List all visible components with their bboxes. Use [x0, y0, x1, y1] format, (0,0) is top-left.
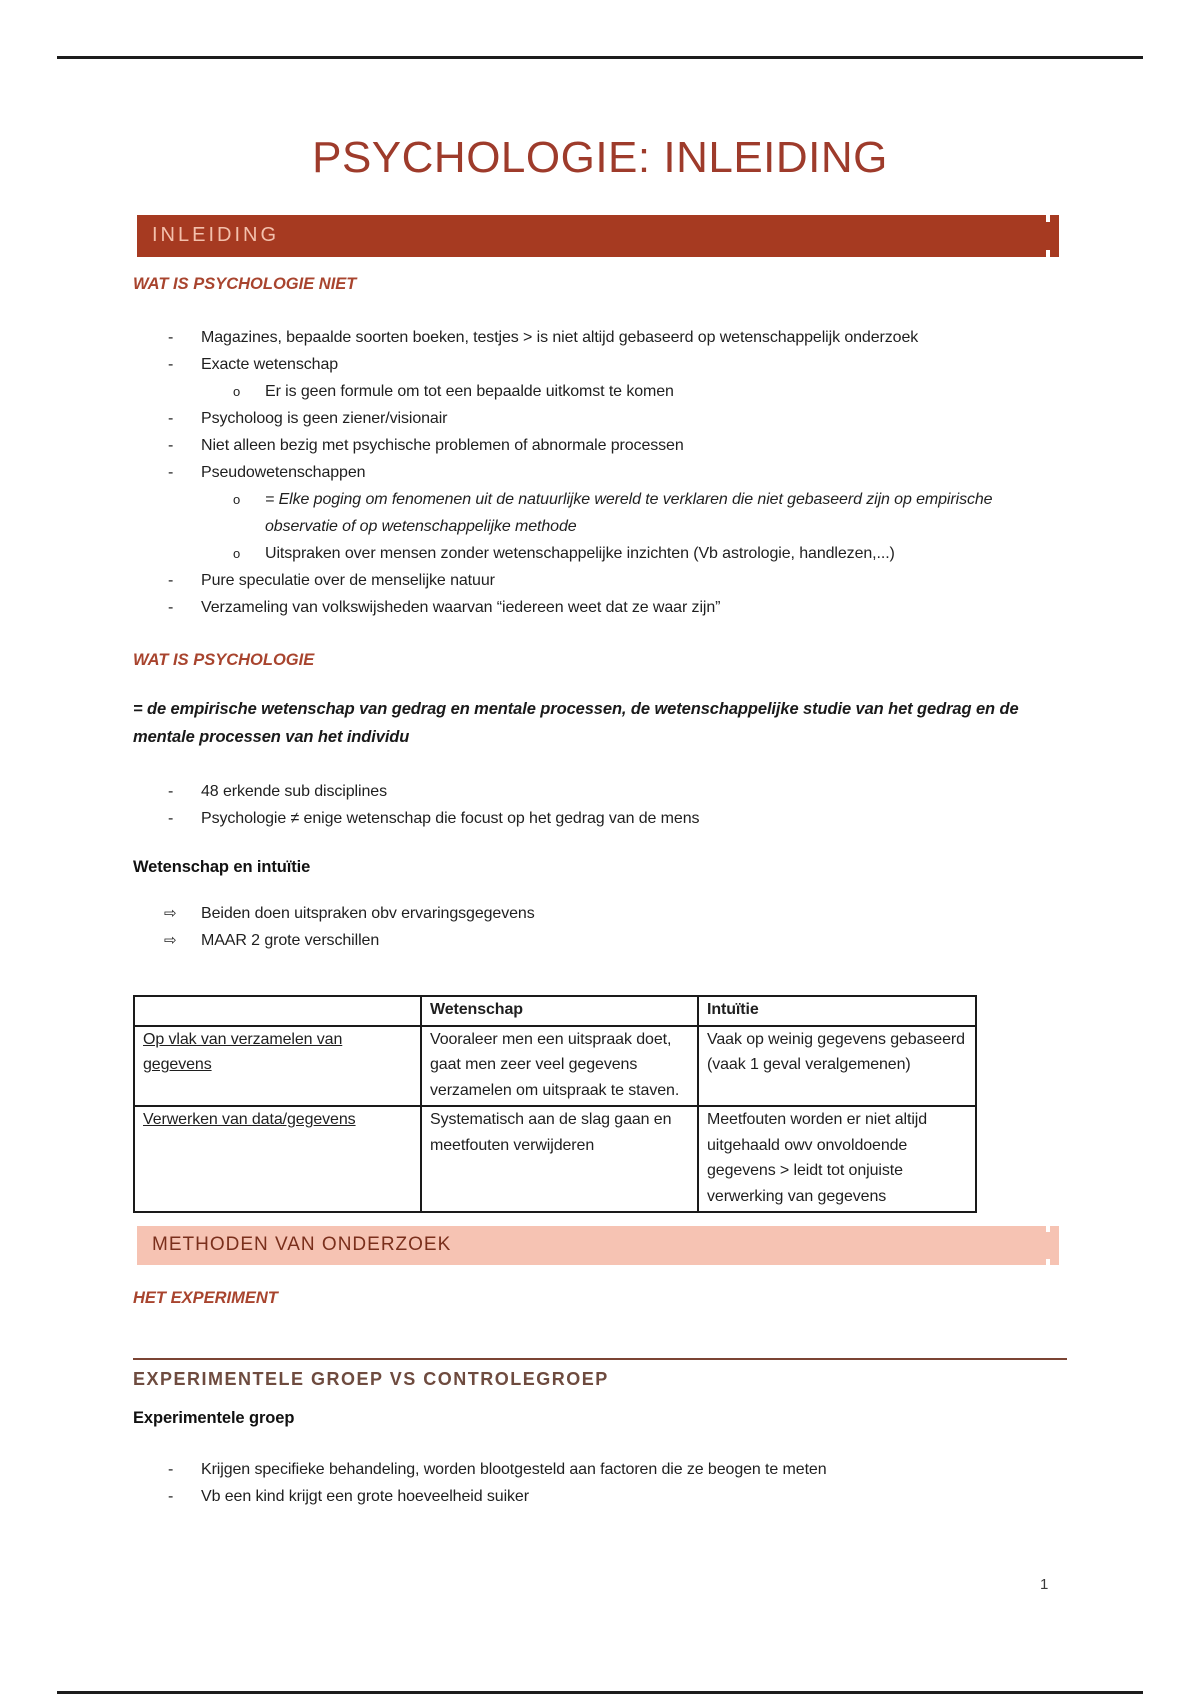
table-cell: Verwerken van data/gegevens: [134, 1106, 421, 1212]
heading-wat-is-psychologie: WAT IS PSYCHOLOGIE: [133, 651, 315, 669]
dash-bullet: -: [168, 1461, 174, 1478]
list-item-text: 48 erkende sub disciplines: [201, 783, 387, 800]
list-item-text: Niet alleen bezig met psychische problemen of abnormale processen: [201, 437, 684, 454]
heading-wat-is-psychologie-niet: WAT IS PSYCHOLOGIE NIET: [133, 275, 357, 293]
list-item-text: Verzameling van volkswijsheden waarvan “iedereen weet dat ze waar zijn”: [201, 599, 721, 616]
list-item-text: = Elke poging om fenomenen uit de natuurlijke wereld te verklaren die niet gebaseerd zijn op empirische observatie of op wetenschappelijke methode: [265, 491, 993, 535]
table-row: [134, 1026, 976, 1107]
heading-experimentele-groep-vs-controlegroep: EXPERIMENTELE GROEP VS CONTROLEGROEP: [133, 1369, 609, 1389]
list-wat-is-psychologie: [133, 778, 1067, 832]
section-banner-methoden: METHODEN VAN ONDERZOEK: [137, 1226, 1059, 1265]
list-item: [133, 540, 1067, 567]
table-cell: Op vlak van verzamelen van gegevens: [134, 1026, 421, 1107]
list-item-text: Pseudowetenschappen: [201, 464, 366, 481]
list-item: [133, 1483, 1067, 1510]
table-row: [134, 1106, 976, 1212]
table-header-wetenschap: Wetenschap: [421, 996, 698, 1026]
heading-het-experiment: HET EXPERIMENT: [133, 1289, 278, 1307]
list-item: [133, 927, 1067, 954]
page-title: PSYCHOLOGIE: INLEIDING: [312, 133, 888, 182]
comparison-table: [133, 995, 977, 1213]
table-cell: Vooraleer men een uitspraak doet, gaat men zeer veel gegevens verzamelen om uitspraak te staven.: [421, 1026, 698, 1107]
list-wetenschap-intuitie: [133, 900, 1067, 954]
dash-bullet: -: [168, 810, 174, 827]
table-header-empty: [134, 996, 421, 1026]
document-page: [133, 0, 1067, 1510]
list-item-text: Er is geen formule om tot een bepaalde uitkomst te komen: [265, 383, 674, 400]
list-item: [133, 805, 1067, 832]
table-cell: Vaak op weinig gegevens gebaseerd (vaak 1 geval veralgemenen): [698, 1026, 976, 1107]
dash-bullet: -: [168, 783, 174, 800]
list-item: [133, 378, 1067, 405]
table-cell: Systematisch aan de slag gaan en meetfouten verwijderen: [421, 1106, 698, 1212]
dash-bullet: -: [168, 599, 174, 616]
table-cell: Meetfouten worden er niet altijd uitgehaald owv onvoldoende gegevens > leidt tot onjuiste verwerking van gegevens: [698, 1106, 976, 1212]
circle-bullet: o: [233, 546, 241, 561]
list-item-text: Exacte wetenschap: [201, 356, 339, 373]
list-item-text: Pure speculatie over de menselijke natuur: [201, 572, 495, 589]
dash-bullet: -: [168, 1488, 174, 1505]
heading-experimentele-groep: Experimentele groep: [133, 1409, 295, 1427]
arrow-bullet: ⇨: [164, 905, 177, 922]
circle-bullet: o: [233, 384, 241, 399]
list-item: [133, 405, 1067, 432]
list-item-text: Krijgen specifieke behandeling, worden blootgesteld aan factoren die ze beogen te meten: [201, 1461, 827, 1478]
page-number: 1: [1040, 1576, 1049, 1593]
psychology-definition: = de empirische wetenschap van gedrag en mentale processen, de wetenschappelijke studie van het gedrag en de mentale processen van het individu: [133, 700, 1019, 746]
arrow-bullet: ⇨: [164, 932, 177, 949]
dash-bullet: -: [168, 329, 174, 346]
list-item-text: Vb een kind krijgt een grote hoeveelheid suiker: [201, 1488, 529, 1505]
list-item: [133, 900, 1067, 927]
table-header-row: [134, 996, 976, 1026]
list-item: [133, 432, 1067, 459]
section-banner-inleiding: INLEIDING: [137, 215, 1059, 257]
list-item-text: Psycholoog is geen ziener/visionair: [201, 410, 448, 427]
list-item: [133, 324, 1067, 351]
list-item-text: Magazines, bepaalde soorten boeken, testjes > is niet altijd gebaseerd op wetenschappelijk onderzoek: [201, 329, 919, 346]
list-item: [133, 594, 1067, 621]
circle-bullet: o: [233, 492, 241, 507]
dash-bullet: -: [168, 437, 174, 454]
list-item: [133, 459, 1067, 486]
list-item-text: MAAR 2 grote verschillen: [201, 932, 380, 949]
dash-bullet: -: [168, 572, 174, 589]
dash-bullet: -: [168, 410, 174, 427]
list-item: [133, 486, 1067, 540]
list-item: [133, 778, 1067, 805]
list-experimentele-groep: [133, 1456, 1067, 1510]
list-item: [133, 351, 1067, 378]
dash-bullet: -: [168, 464, 174, 481]
list-item: [133, 1456, 1067, 1483]
heading-wetenschap-en-intuitie: Wetenschap en intuïtie: [133, 858, 311, 876]
list-item-text: Uitspraken over mensen zonder wetenschappelijke inzichten (Vb astrologie, handlezen,...): [265, 545, 895, 562]
section-divider-line: [133, 1358, 1067, 1360]
bottom-border-line: [57, 1691, 1143, 1694]
list-item: [133, 567, 1067, 594]
dash-bullet: -: [168, 356, 174, 373]
table-header-intuitie: Intuïtie: [698, 996, 976, 1026]
list-wat-is-psychologie-niet: [133, 324, 1067, 621]
list-item-text: Psychologie ≠ enige wetenschap die focust op het gedrag van de mens: [201, 810, 700, 827]
list-item-text: Beiden doen uitspraken obv ervaringsgegevens: [201, 905, 535, 922]
